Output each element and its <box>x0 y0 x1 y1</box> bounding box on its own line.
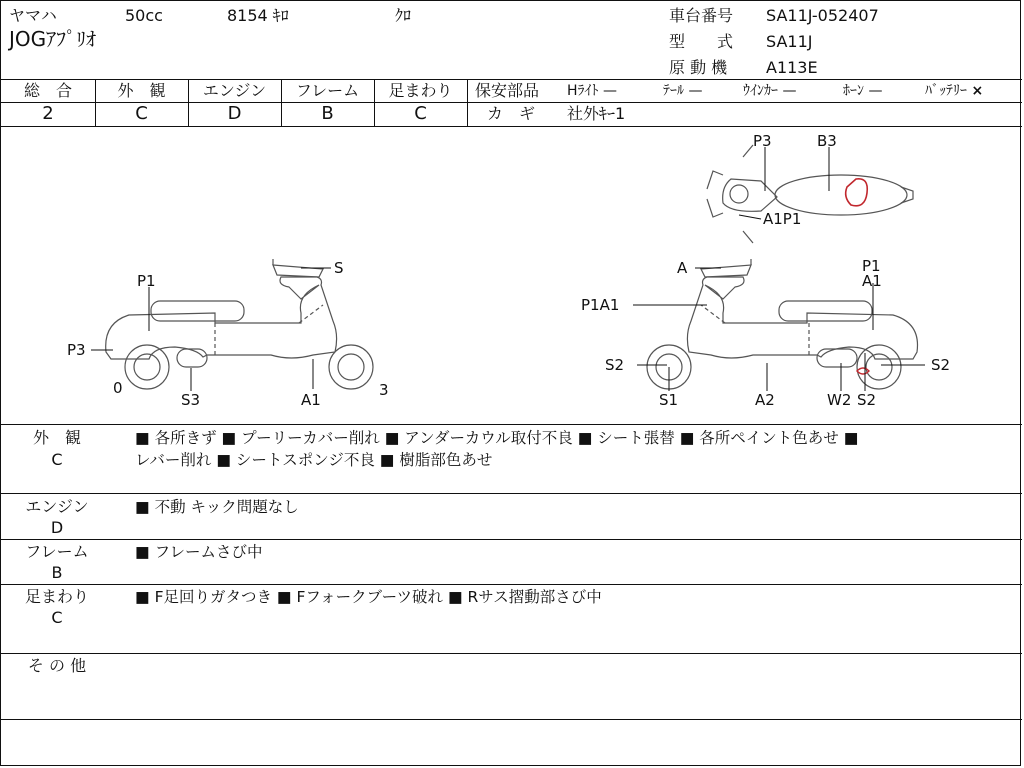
grade-total-value: 2 <box>42 103 54 124</box>
frame-number-value: SA11J-052407 <box>766 6 879 25</box>
note-other-label: そ の 他 <box>27 656 87 675</box>
displacement: 50cc <box>125 6 163 25</box>
label-left-3: 3 <box>379 381 389 399</box>
maker: ヤマハ <box>9 6 57 25</box>
note-exterior-line2: レバー削れ ■ シートスポンジ不良 ■ 樹脂部色あせ <box>135 451 493 469</box>
label-right-P1A1: P1A1 <box>581 296 620 314</box>
type-label: 型 式 <box>669 32 734 51</box>
divider <box>1 79 1022 80</box>
scooter-top-view <box>707 145 913 243</box>
engine-model-label: 原 動 機 <box>669 58 728 77</box>
label-top-A1P1: A1P1 <box>763 210 802 228</box>
label-right-S2-right: S2 <box>931 356 951 374</box>
note-engine-grade: D <box>50 518 64 537</box>
label-right-A: A <box>677 259 688 277</box>
note-engine-line1: ■ 不動 キック問題なし <box>135 498 299 516</box>
note-exterior-grade: C <box>51 450 63 469</box>
label-right-A1: A1 <box>862 272 882 290</box>
label-right-W2: W2 <box>827 391 852 409</box>
divider <box>468 102 1022 103</box>
divider <box>1 653 1022 654</box>
note-suspension-label: 足まわり <box>24 587 89 606</box>
label-left-P3: P3 <box>67 341 86 359</box>
key-label: カ ギ <box>487 104 536 123</box>
divider <box>1 493 1022 494</box>
label-right-S2-left: S2 <box>605 356 625 374</box>
damage-diagram <box>1 127 1022 424</box>
grade-frame-label: フレーム <box>295 81 360 100</box>
grade-total-label: 総 合 <box>23 81 72 100</box>
safety-headlight: Hﾗｲﾄ — <box>567 83 617 99</box>
note-frame-grade: B <box>51 563 63 582</box>
note-exterior-label: 外 観 <box>32 428 81 447</box>
safety-horn: ﾎｰﾝ — <box>843 83 883 99</box>
label-right-S1: S1 <box>659 391 679 409</box>
safety-taillight: ﾃｰﾙ — <box>663 83 703 99</box>
safety-battery: ﾊﾞｯﾃﾘｰ × <box>925 83 984 99</box>
grade-frame-value: B <box>321 103 334 124</box>
label-right-S2-bottom: S2 <box>857 391 877 409</box>
label-left-S3: S3 <box>181 391 201 409</box>
note-suspension-grade: C <box>51 608 63 627</box>
note-suspension-line1: ■ F足回りガタつき ■ Fフォークブーツ破れ ■ Rサス摺動部さび中 <box>135 588 602 606</box>
label-left-0: 0 <box>113 379 123 397</box>
divider <box>1 539 1022 540</box>
divider <box>1 424 1022 425</box>
model-name: JOGｱﾌﾟﾘｵ <box>9 27 97 51</box>
key-value: 社外ｷｰ1 <box>567 104 626 123</box>
note-exterior-line1: ■ 各所きず ■ プーリーカバー削れ ■ アンダーカウル取付不良 ■ シート張替 ■ 各所ペイント色あせ ■ <box>135 429 859 447</box>
frame-number-label: 車台番号 <box>669 6 734 25</box>
grade-engine-label: エンジン <box>202 81 267 100</box>
divider <box>1 584 1022 585</box>
grade-engine-value: D <box>227 103 242 124</box>
body-color: ｸﾛ <box>395 6 412 25</box>
label-left-A1: A1 <box>301 391 321 409</box>
note-frame-line1: ■ フレームさび中 <box>135 543 263 561</box>
mileage: 8154 ｷﾛ <box>227 6 289 25</box>
grade-suspension-label: 足まわり <box>388 81 453 100</box>
label-left-P1: P1 <box>137 272 156 290</box>
grade-exterior-label: 外 観 <box>117 81 166 100</box>
label-left-S: S <box>334 259 344 277</box>
note-engine-label: エンジン <box>25 497 89 516</box>
grade-exterior-value: C <box>135 103 148 124</box>
label-top-B3: B3 <box>817 132 837 150</box>
label-right-A2: A2 <box>755 391 775 409</box>
grade-suspension-value: C <box>414 103 427 124</box>
note-frame-label: フレーム <box>25 542 89 561</box>
safety-winker: ｳｲﾝｶｰ — <box>743 83 797 99</box>
label-top-P3: P3 <box>753 132 772 150</box>
label-right-P1: P1 <box>862 257 881 275</box>
safety-parts-label: 保安部品 <box>475 81 540 100</box>
divider <box>1 719 1022 720</box>
engine-model-value: A113E <box>766 58 818 77</box>
divider <box>467 79 468 126</box>
type-value: SA11J <box>766 32 813 51</box>
